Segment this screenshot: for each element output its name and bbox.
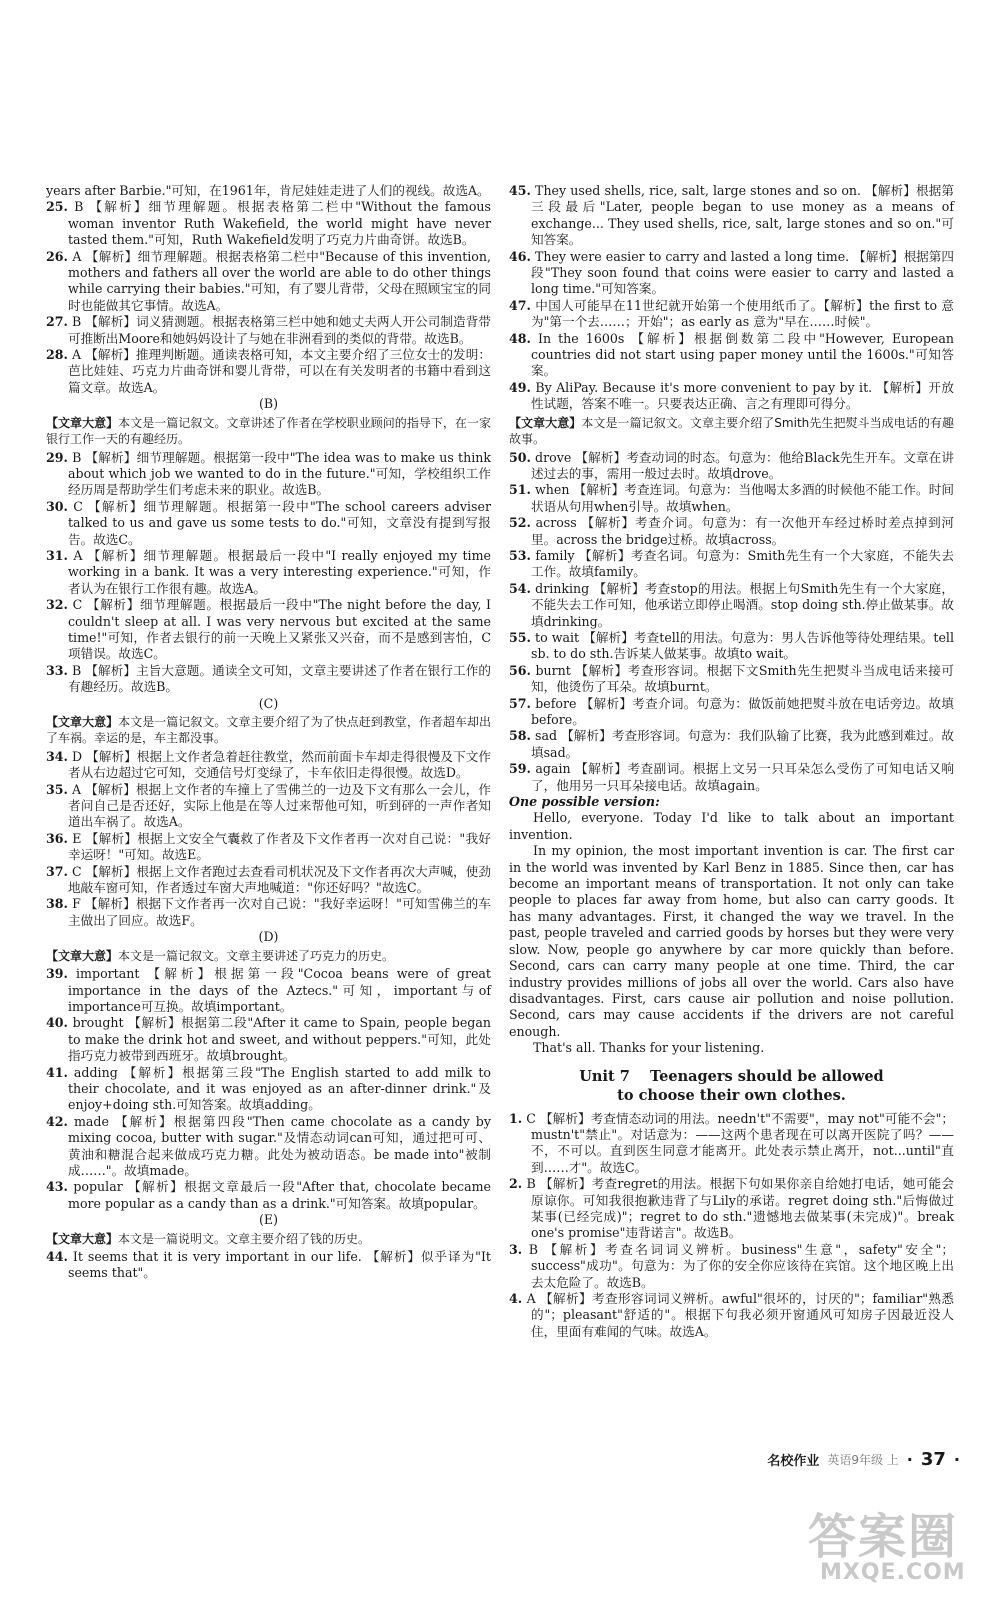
watermark-sub: MXQE.COM xyxy=(820,1560,966,1585)
answer-entry xyxy=(46,1114,491,1180)
answer-text: C 【解析】根据上文作者跑过去查看司机状况及下文作者再次大声喊，使劲地敲车窗可知，作者透过车窗大声地喊道："你还好吗？"故选C。 xyxy=(68,863,491,896)
section-heading: (C) xyxy=(258,695,279,711)
answer-text: drove 【解析】考查动词的时态。句意为：他给Black先生开车。文章在讲述过去的事，需用一般过去时。故填drove。 xyxy=(531,449,954,481)
question-number: 58. xyxy=(509,728,531,744)
watermark-logo xyxy=(790,1490,985,1590)
article-summary xyxy=(46,1231,491,1247)
summary-tag: 【文章大意】 xyxy=(46,715,119,729)
answer-text: A 【解析】细节理解题。根据表格第二栏中"Because of this invention, mothers and fathers all over the world are able to do other things while carrying their babies."可知，有了婴儿背带，父母在照顾宝宝的同时也能做其它事情。故选A。 xyxy=(68,248,491,313)
question-number: 48. xyxy=(509,330,531,346)
question-number: 44. xyxy=(46,1249,68,1264)
answer-text: B 【解析】词义猜测题。根据表格第三栏中她和她丈夫两人开公司制造背带可推断出Moore和她妈妈设计了与她在非洲看到的类似的背带。故选B。 xyxy=(68,314,491,346)
answer-text: A 【解析】细节理解题。根据最后一段中"I really enjoyed my time working in a bank. It was a very interesting experience."可知，作者认为在银行工作很有趣。故选A。 xyxy=(68,547,491,596)
article-summary xyxy=(509,415,954,448)
summary-text: 本文是一篇说明文。文章主要介绍了钱的历史。 xyxy=(118,1231,371,1246)
answer-entry xyxy=(46,548,491,597)
summary-text: 本文是一篇记叙文。文章主要介绍了为了快点赶到教堂，作者超车却出了车祸。幸运的是，车主都没事。 xyxy=(46,715,491,746)
question-number: 30. xyxy=(46,498,68,514)
answer-entry xyxy=(509,331,954,380)
question-number: 26. xyxy=(46,248,68,264)
footer-subtitle: 英语9年级 上 xyxy=(827,1452,899,1467)
answer-entry xyxy=(46,831,491,864)
footer-dot-right: · xyxy=(953,1449,960,1469)
answer-entry xyxy=(509,380,954,413)
answer-entry xyxy=(509,298,954,331)
page-footer xyxy=(640,1445,960,1473)
answer-entry xyxy=(509,482,954,515)
footer-brand: 名校作业 xyxy=(767,1453,820,1469)
answer-text: B 【解析】主旨大意题。通读全文可知，文章主要讲述了作者在银行工作的有趣经历。故选B。 xyxy=(68,662,491,695)
answer-text: They were easier to carry and lasted a long time. 【解析】根据第四段"They soon found that coins were easier to carry and lasted a long time."可知答案。 xyxy=(531,248,954,297)
answer-entry xyxy=(509,761,954,794)
answer-text: before 【解析】考查介词。句意为：做饭前她把熨斗放在电话旁边。故填before。 xyxy=(531,695,954,727)
answer-text: across 【解析】考查介词。句意为：有一次他开车经过桥时差点掉到河里。across the bridge过桥。故填across。 xyxy=(531,515,954,547)
answer-entry xyxy=(509,663,954,696)
answer-entry xyxy=(46,1015,491,1064)
answer-text: C 【解析】细节理解题。根据第一段中"The school careers adviser talked to us and gave us some tests to do."可知，文章没有提到写报告。故选C。 xyxy=(68,498,491,547)
right-entries xyxy=(509,183,954,794)
answer-text: again 【解析】考查副词。根据上文另一只耳朵怎么受伤了可知电话又响了，他用另一只耳朵接电话。故填again。 xyxy=(531,761,954,793)
summary-text: 本文是一篇记叙文。文章主要讲述了巧克力的历史。 xyxy=(118,948,395,963)
answer-entry xyxy=(46,896,491,929)
question-number: 33. xyxy=(46,662,68,678)
answer-entry xyxy=(509,450,954,483)
answer-text: E 【解析】根据上文安全气囊救了作者及下文作者再一次对自己说："我好幸运呀！"可知。故选E。 xyxy=(68,830,491,863)
question-number: 1. xyxy=(509,1110,523,1126)
section-heading: (B) xyxy=(258,396,279,412)
question-number: 41. xyxy=(46,1064,68,1080)
answer-text: C 【解析】细节理解题。根据最后一段中"The night before the day, I couldn't sleep at all. I was very nervous but excited at the same time!"可知，作者去银行的前一天晚上又紧张又兴奋，而不是感到害怕，C项错误。故选C。 xyxy=(68,597,491,662)
answer-text: to wait 【解析】考查tell的用法。句意为：男人告诉他等待处理结果。tell sb. to do sth.告诉某人做某事。故填to wait。 xyxy=(531,629,954,662)
answer-text: They used shells, rice, salt, large stones and so on. 【解析】根据第三段最后"Later, people began to use money as a means of exchange... They used shells, rice, salt, large stones and so on."可知答案。 xyxy=(531,183,954,248)
question-number: 45. xyxy=(509,183,531,198)
answer-entry xyxy=(46,314,491,347)
answer-entry xyxy=(509,1291,954,1340)
question-number: 56. xyxy=(509,662,531,678)
answer-entry xyxy=(46,1065,491,1114)
question-number: 43. xyxy=(46,1179,68,1195)
answer-entry xyxy=(46,499,491,548)
question-number: 49. xyxy=(509,379,531,395)
watermark-main: 答案圈 xyxy=(808,1509,959,1565)
answer-entry xyxy=(46,663,491,696)
answer-entry xyxy=(509,1242,954,1291)
page-number: 37 xyxy=(920,1448,946,1470)
answer-entry xyxy=(509,630,954,663)
question-number: 51. xyxy=(509,482,531,498)
summary-text: 本文是一篇记叙文。文章主要介绍了Smith先生把熨斗当成电话的有趣故事。 xyxy=(509,415,954,447)
answer-entry xyxy=(46,1179,491,1212)
answer-entry xyxy=(46,249,491,315)
question-number: 29. xyxy=(46,449,68,465)
question-number: 39. xyxy=(46,966,68,982)
answer-text: D 【解析】根据上文作者急着赶往教堂，然而前面卡车却走得很慢及下文作者从右边超过它可知，交通信号灯变绿了，卡车依旧走得很慢。故选D。 xyxy=(68,748,491,781)
answer-entry xyxy=(509,183,954,249)
answer-text: It seems that it is very important in our life. 【解析】似乎译为"It seems that"。 xyxy=(68,1249,491,1281)
footer-dot-left: · xyxy=(906,1449,913,1469)
answer-entry xyxy=(509,1176,954,1242)
answer-text: B 【解析】考查regret的用法。根据下句如果你亲自给她打电话，她可能会原谅你。可知我很抱歉违背了与Lily的承诺。regret doing sth."后悔做过某事(已经完成)"；regret to do sth."遗憾地去做某事(未完成)"。break one's promise"违背诺言"。故选B。 xyxy=(526,1176,954,1241)
answer-text: sad 【解析】考查形容词。句意为：我们队输了比赛，我为此感到难过。故填sad。 xyxy=(531,728,954,760)
question-number: 46. xyxy=(509,248,531,264)
answer-text: F 【解析】根据下文作者再一次对自己说："我好幸运呀！"可知雪佛兰的车主做出了回应。故选F。 xyxy=(68,896,491,928)
question-number: 47. xyxy=(509,297,531,313)
answer-entry xyxy=(46,864,491,897)
question-number: 36. xyxy=(46,830,68,846)
answer-text: A 【解析】根据上文作者的车撞上了雪佛兰的一边及下文有那么一会儿，作者问自己是否还好，实际上他是在等人过来帮他可知，听到砰的一声作者知道出车祸了。故选A。 xyxy=(68,781,491,830)
summary-tag: 【文章大意】 xyxy=(46,948,119,963)
answer-entry xyxy=(46,966,491,1015)
answer-entry xyxy=(46,782,491,831)
section-heading: (E) xyxy=(258,1212,279,1228)
answer-text: popular 【解析】根据文章最后一段"After that, chocolate became more popular as a candy than as a drink."可知答案。故填popular。 xyxy=(68,1179,491,1211)
answer-entry xyxy=(46,597,491,663)
essay-paragraph: Hello, everyone. Today I'd like to talk about an important invention. xyxy=(509,810,954,842)
answer-text: adding 【解析】根据第三段"The English started to add milk to their chocolate, and it was enjoyed as an after-dinner drink."及enjoy+doing sth.可知答案。故填adding。 xyxy=(68,1064,491,1113)
answer-entry xyxy=(46,183,491,199)
question-number: 32. xyxy=(46,597,68,613)
question-number: 3. xyxy=(509,1241,523,1257)
answer-entry xyxy=(509,581,954,630)
section-heading: (D) xyxy=(258,929,279,945)
answer-text: 中国人可能早在11世纪就开始第一个使用纸币了。【解析】the first to 意为"第一个去……；开始"；as early as 意为"早在……时候"。 xyxy=(531,297,954,330)
essay-paragraph: In my opinion, the most important invention is car. The first car in the world was invented by Karl Benz in 1885. Since then, car has become an important means of transportation. It not only can take people to places far away from home, but also can carry goods. It has many advantages. First, it changed the way we travel. In the past, people traveled and carried goods by horses but they were very slow. Now, people go anywhere by car more quickly than before. Second, cars can carry many people at one time. Third, the car industry provides millions of jobs all over the world. Cars also have disadvantages. First, cars cause air pollution and noise pollution. Second, cars may cause accidents if the drivers are not careful enough. xyxy=(509,843,954,1039)
answer-entry xyxy=(46,450,491,499)
answer-entry xyxy=(509,249,954,298)
question-number: 59. xyxy=(509,761,531,777)
answer-entry xyxy=(509,728,954,761)
answer-entry xyxy=(46,749,491,782)
unit-entries xyxy=(509,1111,954,1341)
unit-heading xyxy=(509,1067,954,1105)
question-number: 50. xyxy=(509,449,531,465)
answer-text: made 【解析】根据第四段"Then came chocolate as a candy by mixing cocoa, butter with sugar."及情态动词can可知，通过把可可、黄油和糖混合起来做成巧克力糖。此处为被动语态。be made into"被制成……"。故填made。 xyxy=(68,1113,491,1178)
question-number: 4. xyxy=(509,1291,523,1306)
answer-entry xyxy=(509,696,954,729)
answer-entry xyxy=(46,347,491,396)
summary-tag: 【文章大意】 xyxy=(46,1231,119,1246)
article-summary xyxy=(46,948,491,964)
question-number: 52. xyxy=(509,515,531,531)
question-number: 28. xyxy=(46,347,68,363)
answer-text: when 【解析】考查连词。句意为：当他喝太多酒的时候他不能工作。时间状语从句用when引导。故填when。 xyxy=(531,482,954,514)
answer-text: family 【解析】考查名词。句意为：Smith先生有一个大家庭，不能失去工作。故填family。 xyxy=(531,547,954,580)
question-number: 35. xyxy=(46,781,68,797)
question-number: 25. xyxy=(46,199,68,215)
answer-entry xyxy=(509,1111,954,1177)
unit-title-line-1: Unit 7 Teenagers should be allowed xyxy=(579,1067,884,1085)
answer-text: In the 1600s 【解析】根据倒数第二段中"However, European countries did not start using paper money until the 1600s."可知答案。 xyxy=(531,330,954,379)
answer-entry xyxy=(46,199,491,248)
question-number: 53. xyxy=(509,547,531,563)
summary-text: 本文是一篇记叙文。文章讲述了作者在学校职业顾问的指导下，在一家银行工作一天的有趣经历。 xyxy=(46,415,491,447)
question-number: 2. xyxy=(509,1176,523,1192)
answer-text: burnt 【解析】考查形容词。根据下文Smith先生把熨斗当成电话来接可知，他烫伤了耳朵。故填burnt。 xyxy=(531,662,954,695)
answer-text: B 【解析】细节理解题。根据第一段中"The idea was to make us think about which job we wanted to do in the future."可知，学校组织工作经历周是帮助学生们考虑未来的职业。故选B。 xyxy=(68,449,491,498)
summary-tag: 【文章大意】 xyxy=(46,415,119,430)
article-summary xyxy=(46,415,491,448)
article-summary xyxy=(46,714,491,747)
answer-entry xyxy=(509,515,954,548)
answer-entry xyxy=(46,1249,491,1282)
question-number: 27. xyxy=(46,314,68,330)
question-number: 54. xyxy=(509,580,531,596)
essay-paragraph: That's all. Thanks for your listening. xyxy=(533,1040,765,1056)
answer-text: B 【解析】细节理解题。根据表格第二栏中"Without the famous woman inventor Ruth Wakefield, the world might have never tasted them."可知，Ruth Wakefield发明了巧克力片曲奇饼。故选B。 xyxy=(68,199,491,248)
answer-text: brought 【解析】根据第二段"After it came to Spain, people began to make the drink hot and sweet, and without peppers."可知，此处指巧克力被带到西班牙。故填brought。 xyxy=(68,1015,491,1064)
answer-text: B 【解析】考查名词词义辨析。business"生意"，safety"安全"；success"成功"。句意为：为了你的安全你应该待在宾馆。这个地区晚上出去太危险了。故选B。 xyxy=(528,1241,954,1290)
question-number: 34. xyxy=(46,748,68,764)
question-number: 38. xyxy=(46,896,68,912)
question-number: 42. xyxy=(46,1113,68,1129)
answer-text: C 【解析】考查情态动词的用法。needn't"不需要"，may not"可能不会"；mustn't"禁止"。对话意为：——这两个患者现在可以离开医院了吗？——不，不可以。直到医生同意才能离开。此处表示禁止离开，not...until"直到……才"。故选C。 xyxy=(526,1110,954,1175)
answer-text: drinking 【解析】考查stop的用法。根据上句Smith先生有一个大家庭，不能失去工作可知，他承诺立即停止喝酒。stop doing sth.停止做某事。故填drinking。 xyxy=(531,580,954,629)
question-number: 37. xyxy=(46,863,68,879)
answer-text: important 【解析】根据第一段"Cocoa beans were of great importance in the days of the Aztecs."可知，important与of importance可互换。故填important。 xyxy=(68,966,491,1014)
answer-text: A 【解析】推理判断题。通读表格可知，本文主要介绍了三位女士的发明：芭比娃娃、巧克力片曲奇饼和婴儿背带，可以在有关发明者的书籍中看到这篇文章。故选A。 xyxy=(68,347,491,395)
left-column xyxy=(46,183,491,1282)
question-number: 40. xyxy=(46,1015,68,1031)
right-column xyxy=(509,183,954,1340)
question-number: 55. xyxy=(509,629,531,645)
essay-label: One possible version: xyxy=(509,794,660,810)
question-number: 31. xyxy=(46,547,68,563)
summary-tag: 【文章大意】 xyxy=(509,415,582,430)
answer-text: By AliPay. Because it's more convenient to pay by it. 【解析】开放性试题，答案不唯一。只要表达正确、言之有理即可得分。 xyxy=(531,379,954,412)
unit-title-line-2: to choose their own clothes. xyxy=(617,1086,846,1104)
answer-entry xyxy=(509,548,954,581)
essay-body xyxy=(509,810,954,1056)
question-number: 57. xyxy=(509,695,531,711)
answer-text: A 【解析】考查形容词词义辨析。awful"很坏的，讨厌的"；familiar"熟悉的"；pleasant"舒适的"。根据下句我必须开窗通风可知房子因最近没人住，里面有难闻的气味。故选A。 xyxy=(526,1291,954,1339)
answer-text: years after Barbie."可知，在1961年，肯尼娃娃走进了人们的视线。故选A。 xyxy=(46,183,490,198)
